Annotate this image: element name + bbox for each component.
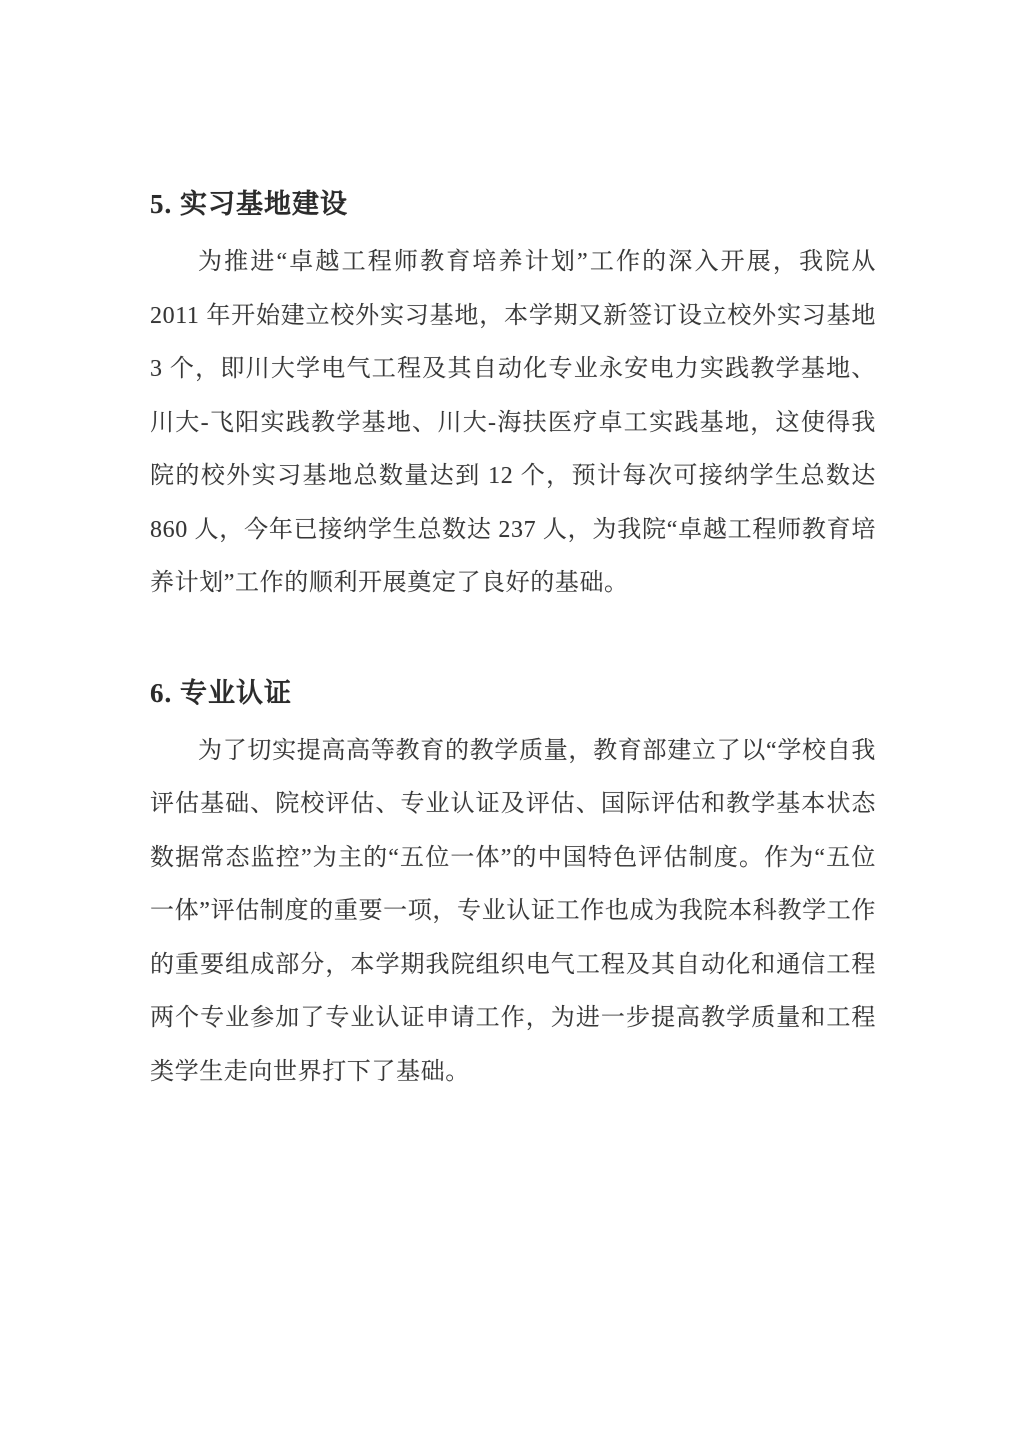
section-5-heading: 5. 实习基地建设: [150, 189, 348, 219]
section-6-paragraph: 为了切实提高高等教育的教学质量，教育部建立了以“学校自我评估基础、院校评估、专业认证及评估、国际评估和教学基本状态数据常态监控”为主的“五位一体”的中国特色评估制度。作为“五位一体”评估制度的重要一项，专业认证工作也成为我院本科教学工作的重要组成部分，本学期我院组织电气工程及其自动化和通信工程两个专业参加了专业认证申请工作，为进一步提高教学质量和工程类学生走向世界打下了基础。: [150, 737, 876, 1085]
section-internship-base: [150, 186, 876, 611]
section-6-heading: 6. 专业认证: [150, 677, 292, 708]
section-5-paragraph: 为推进“卓越工程师教育培养计划”工作的深入开展，我院从 2011 年开始建立校外实习基地，本学期又新签订设立校外实习基地 3 个，即川大学电气工程及其自动化专业永安电力实践教学基地、川大-飞阳实践教学基地、川大-海扶医疗卓工实践基地，这使得我院的校外实习基地总数量达到 12 个，预计每次可接纳学生总数达 860 人，今年已接纳学生总数达 237 人，为我院“卓越工程师教育培养计划”工作的顺利开展奠定了良好的基础。: [150, 249, 876, 596]
section-professional-certification: [150, 675, 876, 1100]
document-content: [150, 186, 876, 1099]
